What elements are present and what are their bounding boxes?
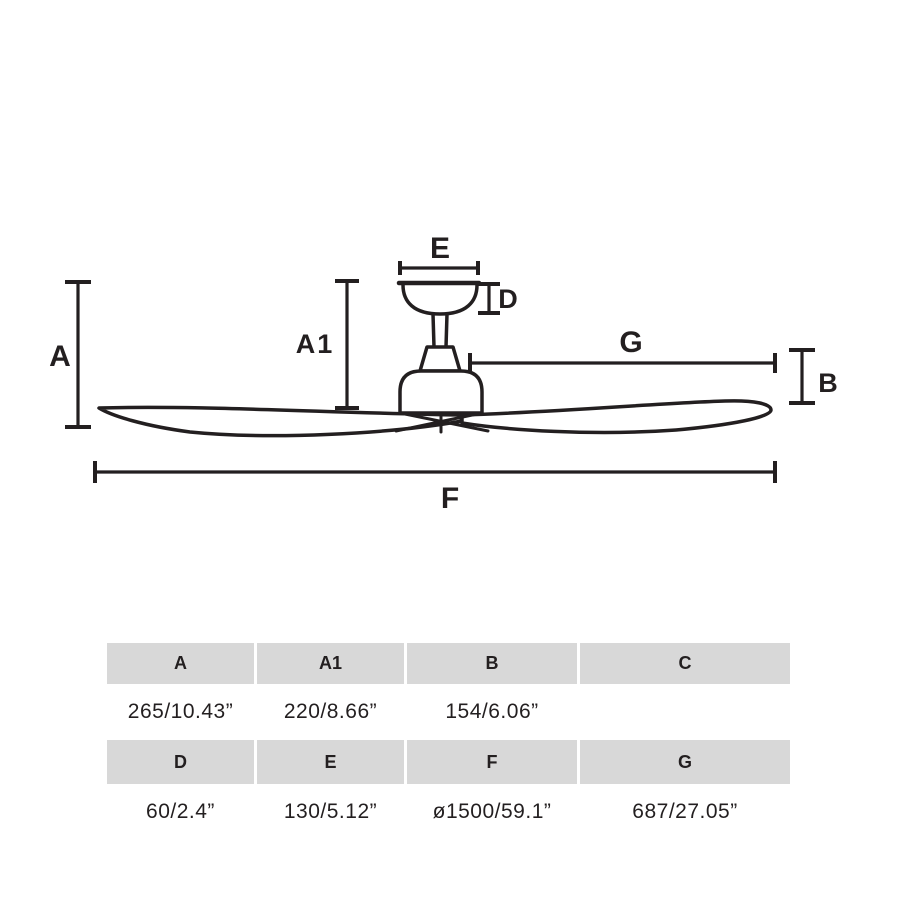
table-value-F: ø1500/59.1” <box>407 784 577 840</box>
rod-coupling <box>420 347 460 371</box>
dimensions-table <box>107 643 790 840</box>
dim-line-D <box>478 284 500 313</box>
downrod <box>433 314 447 347</box>
table-header-B: B <box>407 643 577 684</box>
dim-line-A1 <box>335 281 359 408</box>
dim-label-B: B <box>818 368 838 398</box>
table-value-G: 687/27.05” <box>580 784 790 840</box>
dim-label-G: G <box>619 326 643 359</box>
dim-label-D: D <box>498 284 518 314</box>
right-blade <box>462 401 771 433</box>
table-value-E: 130/5.12” <box>257 784 404 840</box>
table-header-A: A <box>107 643 254 684</box>
table-value-A1: 220/8.66” <box>257 684 404 740</box>
table-header-C: C <box>580 643 790 684</box>
table-header-A1: A1 <box>257 643 404 684</box>
dim-line-B <box>789 350 815 403</box>
table-value-C <box>580 684 790 740</box>
table-value-B: 154/6.06” <box>407 684 577 740</box>
table-value-D: 60/2.4” <box>107 784 254 840</box>
table-header-D: D <box>107 740 254 784</box>
dim-label-A: A <box>49 340 71 373</box>
dim-label-E: E <box>429 232 451 265</box>
dim-line-F <box>95 461 775 483</box>
motor-housing <box>400 371 482 413</box>
table-header-F: F <box>407 740 577 784</box>
dim-label-A1: A1 <box>295 329 335 359</box>
table-header-G: G <box>580 740 790 784</box>
table-value-A: 265/10.43” <box>107 684 254 740</box>
table-header-E: E <box>257 740 404 784</box>
dim-label-F: F <box>440 482 460 515</box>
canopy <box>399 283 479 314</box>
